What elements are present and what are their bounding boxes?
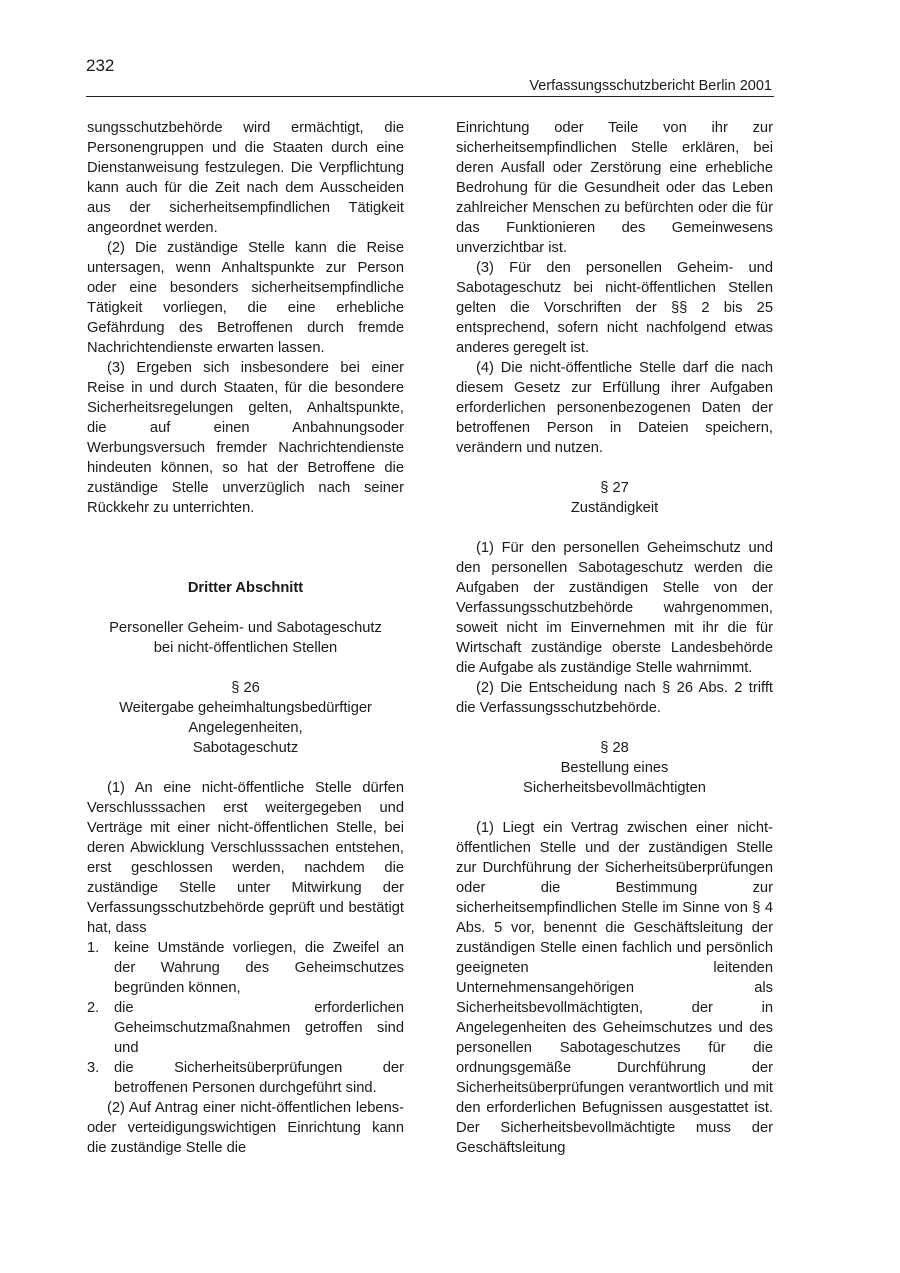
list-number: 1. [87,940,100,956]
spacer [456,518,773,538]
right-column [456,118,773,1158]
paragraph-title: Sabotageschutz [192,740,299,756]
paragraph: (1) An eine nicht-öffentliche Stelle dürfen Verschlusssachen erst weitergegeben und Verträge mit einer nicht-öffentlichen Stelle, bei deren Abwicklung Verschlusssachen entstehen, erst geschlossen werden, nachdem die zuständige Stelle unter Mitwirkung der Verfassungsschutzbehörde geprüft und bestätigt hat, dass [87,780,404,936]
paragraph-title: Zuständigkeit [570,500,659,516]
list-text: keine Umstände vorliegen, die Zweifel an der Wahrung des Geheimschutzes begründen können, [114,940,404,996]
spacer [456,718,773,738]
spacer [456,798,773,818]
list-number: 2. [87,1000,100,1016]
paragraph-title: Weitergabe geheimhaltungsbedürftiger [119,700,372,716]
paragraph: (2) Auf Antrag einer nicht-öffentlichen lebens- oder verteidigungswichtigen Einrichtung kann die zuständige Stelle die [87,1100,404,1156]
list-text: die Sicherheitsüberprüfungen der betroffenen Personen durchgeführt sind. [114,1060,404,1096]
section-heading: Dritter Abschnitt [187,580,304,596]
spacer [456,458,773,478]
spacer [87,758,404,778]
list-item [87,938,404,998]
paragraph: (4) Die nicht-öffentliche Stelle darf die nach diesem Gesetz zur Erfüllung ihrer Aufgaben erforderlichen personenbezogenen Daten der betroffenen Person in Dateien speichern, verändern und nutzen. [456,360,773,456]
section-subtitle: bei nicht-öffentlichen Stellen [153,640,338,656]
paragraph: (3) Für den personellen Geheim- und Sabotageschutz bei nicht-öffentlichen Stellen gelten die Vorschriften der §§ 2 bis 25 entsprechend, sofern nicht nachfolgend etwas anderes geregelt ist. [456,260,773,356]
spacer [87,658,404,678]
left-column [87,118,404,1158]
running-title: Verfassungsschutzbericht Berlin 2001 [529,78,772,94]
paragraph-number: § 27 [600,480,629,496]
paragraph: (1) Liegt ein Vertrag zwischen einer nicht-öffentlichen Stelle und der zuständigen Stelle zur Durchführung der Sicherheitsüberprüfungen oder die Bestimmung zur sicherheitsempfindlichen Stelle im Sinne von § 4 Abs. 5 vor, benennt die Geschäftsleitung der zuständigen Stelle einen fachlich und persönlich geeigneten leitenden Unternehmensangehörigen als Sicherheitsbevollmächtigten, der in Angelegenheiten des Geheimschutzes und des personellen Sabotageschutzes für die ordnungsgemäße Durchführung der Sicherheitsüberprüfungen verantwortlich und mit den erforderlichen Befugnissen ausgestattet ist. Der Sicherheitsbevollmächtigte muss der Geschäftsleitung [456,820,773,1156]
paragraph: (3) Ergeben sich insbesondere bei einer Reise in und durch Staaten, für die besondere Sicherheitsregelungen gelten, Anhaltspunkte, die auf einen Anbahnungsoder Werbungsversuch fremder Nachrichtendienste hindeuten können, so hat der Betroffene die zuständige Stelle unverzüglich nach seiner Rückkehr zu unterrichten. [87,360,404,516]
paragraph-number: § 28 [600,740,629,756]
list-item [87,998,404,1058]
numbered-list [87,938,404,1098]
paragraph: (2) Die zuständige Stelle kann die Reise untersagen, wenn Anhaltspunkte zur Person oder eine besonders sicherheitsempfindliche Tätigkeit vorliegen, die eine erhebliche Gefährdung des Betroffenen durch fremde Nachrichtendienste erwarten lassen. [87,240,404,356]
paragraph: Einrichtung oder Teile von ihr zur sicherheitsempfindlichen Stelle erklären, bei deren Ausfall oder Zerstörung eine erhebliche Bedrohung für die Gesundheit oder das Leben zahlreicher Menschen zu befürchten oder die für das Funktionieren des Gemeinwesens unverzichtbar ist. [456,120,773,256]
header-rule [86,96,774,97]
spacer [87,518,404,578]
page-number: 232 [86,56,115,75]
paragraph-title: Sicherheitsbevollmächtigten [523,780,706,796]
paragraph-title: Angelegenheiten, [188,720,303,736]
paragraph: (2) Die Entscheidung nach § 26 Abs. 2 trifft die Verfassungsschutzbehörde. [456,680,773,716]
section-subtitle: Personeller Geheim- und Sabotageschutz [109,620,382,636]
paragraph: sungsschutzbehörde wird ermächtigt, die Personengruppen und die Staaten durch eine Dienstanweisung festzulegen. Die Verpflichtung kann auch für die Zeit nach dem Ausscheiden aus der sicherheitsempfindlichen Tätigkeit angeordnet werden. [87,120,404,236]
spacer [87,598,404,618]
list-item [87,1058,404,1098]
paragraph-title: Bestellung eines [560,760,669,776]
paragraph: (1) Für den personellen Geheimschutz und den personellen Sabotageschutz werden die Aufgaben der zuständigen Stelle von der Verfassungsschutzbehörde wahrgenommen, soweit nicht im Einvernehmen mit ihr die für Wirtschaft zuständige oberste Landesbehörde die Aufgabe als zuständige Stelle wahrnimmt. [456,540,773,676]
list-text: die erforderlichen Geheimschutzmaßnahmen getroffen sind und [114,1000,404,1056]
list-number: 3. [87,1060,100,1076]
paragraph-number: § 26 [231,680,260,696]
